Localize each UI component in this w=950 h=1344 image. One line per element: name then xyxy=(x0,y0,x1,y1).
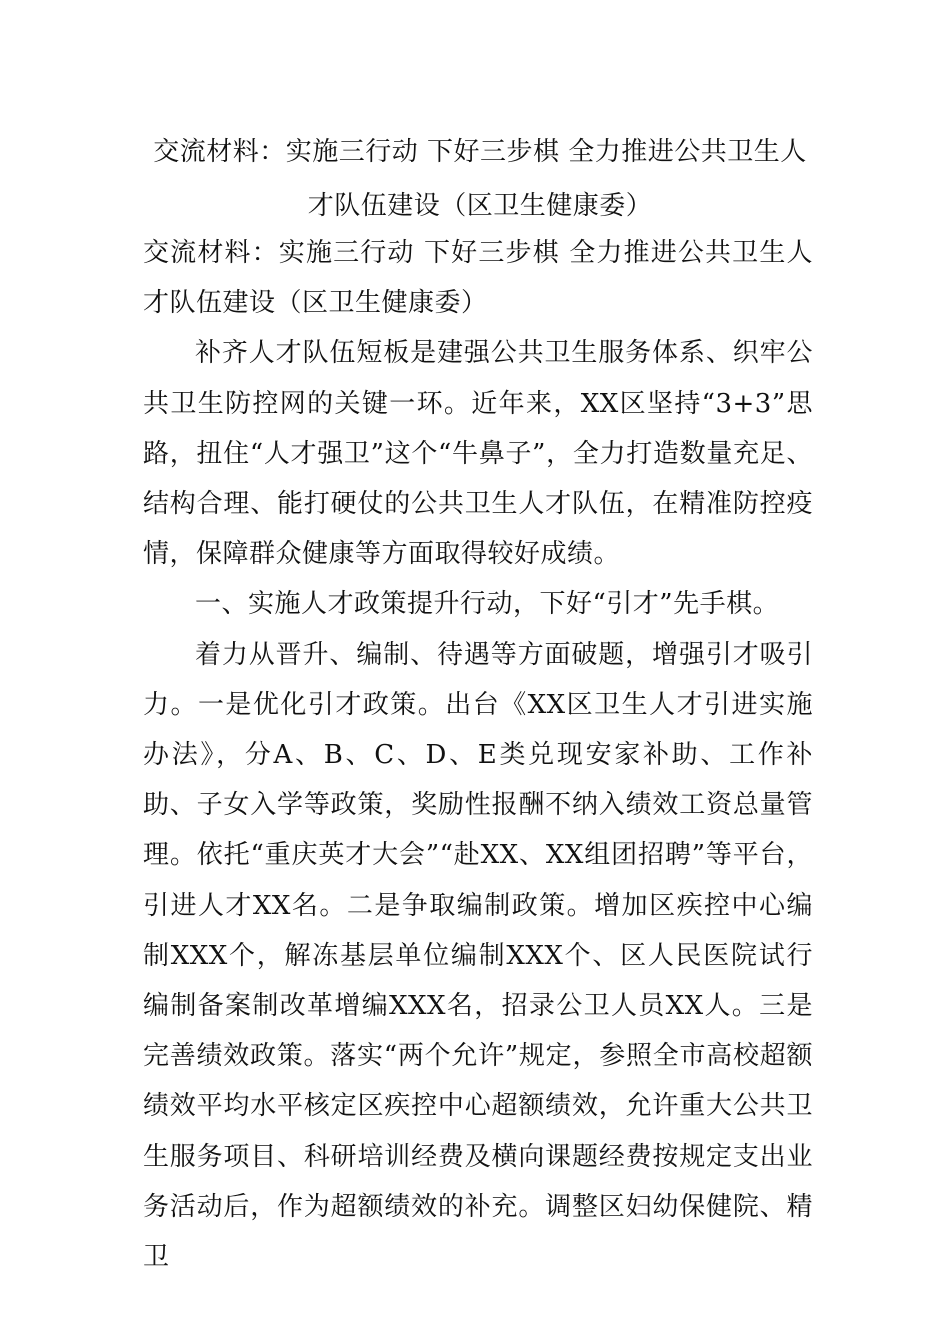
section-1-paragraph: 着力从晋升、编制、待遇等方面破题，增强引才吸引力。一是优化引才政策。出台《XX区卫生人才引进实施办法》，分A、B、C、D、E类兑现安家补助、工作补助、子女入学等政策，奖励性报酬不纳入绩效工资总量管理。依托“重庆英才大会”“赴XX、XX组团招聘”等平台，引进人才XX名。二是争取编制政策。增加区疾控中心编制XXX个，解冻基层单位编制XXX个、区人民医院试行编制备案制改革增编XXX名，招录公卫人员XX人。三是完善绩效政策。落实“两个允许”规定，参照全市高校超额绩效平均水平核定区疾控中心超额绩效，允许重大公共卫生服务项目、科研培训经费及横向课题经费按规定支出业务活动后，作为超额绩效的补充。调整区妇幼保健院、精卫 xyxy=(143,639,813,1273)
repeated-title-paragraph: 交流材料：实施三行动 下好三步棋 全力推进公共卫生人才队伍建设（区卫生健康委） xyxy=(143,238,813,319)
document-title: 交流材料：实施三行动 下好三步棋 全力推进公共卫生人才队伍建设（区卫生健康委） xyxy=(153,137,807,221)
intro-paragraph: 补齐人才队伍短板是建强公共卫生服务体系、织牢公共卫生防控网的关键一环。近年来，XX区坚持“3+3”思路，扭住“人才强卫”这个“牛鼻子”，全力打造数量充足、结构合理、能打硬仗的公共卫生人才队伍，在精准防控疫情，保障群众健康等方面取得较好成绩。 xyxy=(143,338,813,570)
section-heading-1: 一、实施人才政策提升行动，下好“引才”先手棋。 xyxy=(195,589,780,620)
document-body xyxy=(143,228,813,1282)
